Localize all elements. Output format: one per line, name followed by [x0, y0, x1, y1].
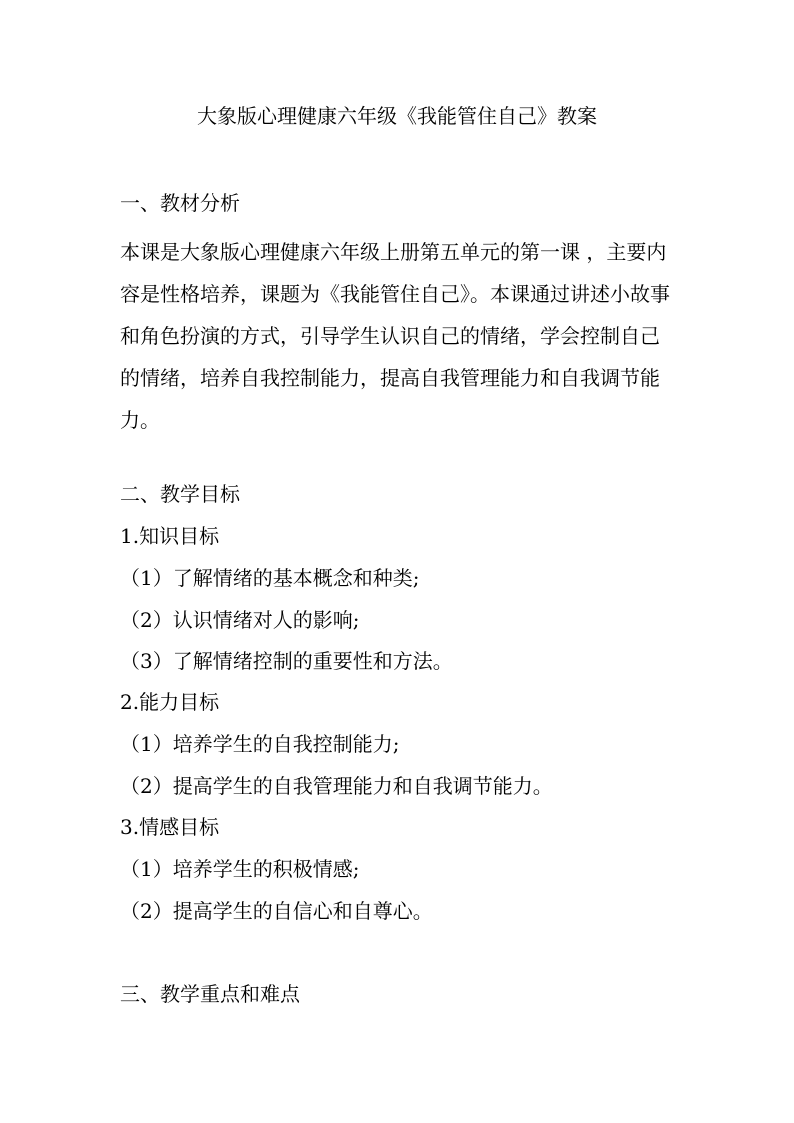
objective-group-ability: 2.能力目标 — [120, 690, 220, 714]
objective-item: （1）培养学生的积极情感; — [120, 857, 360, 881]
section-heading-objectives: 二、教学目标 — [120, 482, 240, 506]
objective-item: （1）培养学生的自我控制能力; — [120, 732, 400, 756]
objective-group-emotion: 3.情感目标 — [120, 815, 220, 839]
objective-item: （2）提高学生的自信心和自尊心。 — [120, 899, 433, 923]
section-heading-analysis: 一、教材分析 — [120, 191, 240, 215]
section-heading-key-points: 三、教学重点和难点 — [120, 982, 300, 1006]
objective-item: （2）提高学生的自我管理能力和自我调节能力。 — [120, 774, 553, 798]
objective-group-knowledge: 1.知识目标 — [120, 524, 220, 548]
objective-item: （1）了解情绪的基本概念和种类; — [120, 566, 420, 590]
document-title: 大象版心理健康六年级《我能管住自己》教案 — [197, 104, 597, 128]
objective-item: （2）认识情绪对人的影响; — [120, 608, 360, 632]
objective-item: （3）了解情绪控制的重要性和方法。 — [120, 649, 453, 673]
analysis-paragraph: 本课是大象版心理健康六年级上册第五单元的第一课 ，主要内容是性格培养，课题为《我能管住自己》。本课通过讲述小故事和角色扮演的方式，引导学生认识自己的情绪，学会控制自己的情绪，培养自我控制能力，提高自我管理能力和自我调节能力。 — [120, 240, 670, 432]
